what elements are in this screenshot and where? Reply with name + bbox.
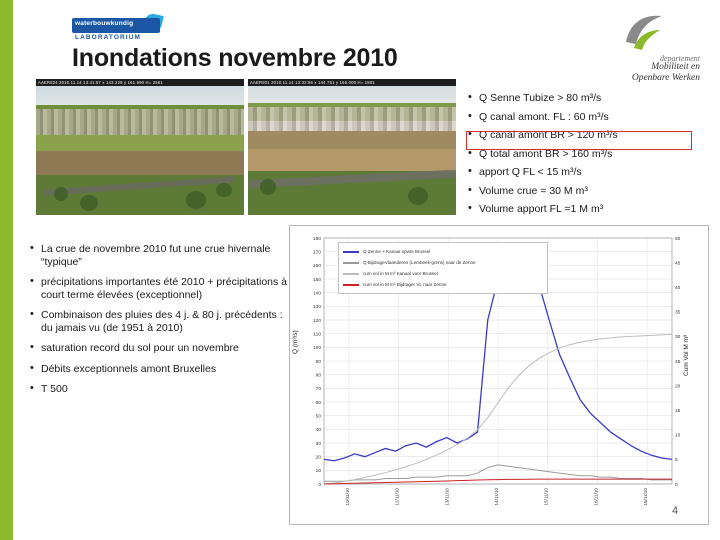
photo1-field-mid	[36, 135, 244, 151]
chart-legend	[338, 242, 548, 294]
vlaanderen-logo	[592, 14, 702, 83]
swoosh-icon	[624, 14, 668, 52]
list-item: • saturation record du sol pour un novembre	[28, 342, 288, 355]
svg-text:160: 160	[312, 264, 321, 270]
svg-text:10: 10	[675, 433, 681, 439]
photo1-tree	[216, 183, 232, 197]
svg-text:120: 120	[312, 318, 321, 324]
svg-text:170: 170	[312, 250, 321, 256]
svg-text:25: 25	[675, 359, 681, 365]
svg-text:13/11/10: 13/11/10	[444, 488, 450, 506]
list-item: • T 500	[28, 383, 288, 396]
logo-line2: LABORATORIUM	[75, 34, 142, 41]
list-item: • Volume crue = 30 M m³	[466, 185, 712, 197]
right-bullet-list	[466, 92, 712, 222]
list-item: • Q Senne Tubize > 80 m³/s	[466, 92, 712, 104]
list-item: • précipitations importantes été 2010 + précipitations à court terme élevées (exceptionnel)	[28, 276, 288, 301]
logo-mobiliteit-line1: Mobiliteit en	[651, 62, 700, 72]
slide-number: 4	[672, 505, 679, 517]
photo1-tree	[54, 187, 68, 201]
photo2-floodwater-2	[248, 149, 456, 171]
aerial-photo-1	[36, 79, 244, 215]
legend-item	[343, 257, 543, 268]
svg-text:40: 40	[315, 428, 321, 434]
svg-text:10/11/10: 10/11/10	[344, 488, 350, 506]
list-item: • Q canal amont. FL : 60 m³/s	[466, 111, 712, 123]
svg-text:40: 40	[675, 286, 681, 291]
highlight-rectangle	[466, 131, 692, 150]
svg-text:80: 80	[315, 373, 321, 379]
list-item: • La crue de novembre 2010 fut une crue hivernale “typique”	[28, 243, 288, 268]
legend-label: cum vol in M m³ Kanaal voor Brussel	[363, 271, 438, 276]
svg-text:15: 15	[675, 409, 681, 414]
chart-y-axis-label: Q (m³/s)	[292, 330, 299, 354]
photo1-tree	[186, 191, 206, 209]
list-item: • Débits exceptionnels amont Bruxelles	[28, 363, 288, 376]
svg-text:35: 35	[675, 310, 681, 316]
svg-text:50: 50	[675, 236, 681, 242]
svg-text:140: 140	[312, 291, 321, 297]
svg-text:20: 20	[315, 455, 321, 461]
svg-text:110: 110	[313, 332, 321, 338]
svg-text:50: 50	[315, 414, 321, 420]
svg-text:18/11/10: 18/11/10	[643, 488, 649, 506]
legend-item	[343, 268, 543, 279]
legend-item	[343, 279, 543, 290]
svg-text:0: 0	[318, 482, 321, 488]
svg-text:70: 70	[315, 387, 321, 393]
left-green-bar	[0, 0, 13, 540]
svg-text:30: 30	[315, 441, 321, 447]
left-bullet-list	[28, 243, 288, 404]
photo1-caption: AAER824 2010.11.14 13:41:57 x 143.229 y 161.590 H= 2561	[36, 79, 244, 86]
page-title: Inondations novembre 2010	[72, 44, 398, 72]
svg-text:45: 45	[675, 261, 681, 267]
list-item: • apport Q FL < 15 m³/s	[466, 166, 712, 178]
svg-text:10: 10	[315, 469, 321, 475]
list-item: • Volume apport FL =1 M m³	[466, 203, 712, 215]
svg-text:5: 5	[675, 458, 678, 464]
svg-text:30: 30	[675, 335, 681, 341]
legend-item	[343, 246, 543, 257]
photo2-town	[248, 107, 456, 133]
aerial-photo-2	[248, 79, 456, 215]
logo-mobiliteit	[592, 62, 700, 84]
list-item: • Combinaison des pluies des 4 j. & 80 j. précédents : du jamais vu (de 1951 à 2010)	[28, 309, 288, 334]
svg-text:100: 100	[312, 346, 321, 352]
hydrograph-chart	[289, 225, 709, 525]
photo2-tree	[260, 179, 276, 195]
photo1-floodwater	[36, 151, 244, 175]
svg-text:12/11/10: 12/11/10	[394, 488, 400, 506]
waterbouwkundig-laboratorium-logo	[72, 18, 160, 44]
svg-text:60: 60	[315, 400, 321, 406]
svg-text:0: 0	[675, 482, 678, 488]
svg-text:90: 90	[315, 359, 321, 365]
legend-label: Q Zenne + Kanaal opwts Brussel	[363, 249, 431, 254]
logo-line1: waterbouwkundig	[75, 20, 134, 27]
legend-swatch	[343, 273, 359, 275]
svg-text:20: 20	[675, 384, 681, 390]
svg-text:14/11/10: 14/11/10	[494, 488, 499, 506]
list-item: • Q canal amont BR > 120 m³/s	[466, 129, 712, 141]
photo2-caption: AAER801 2010.11.14 13:32:56 x 144.751 y 166.000 H= 1801	[248, 79, 456, 86]
photo2-tree	[408, 187, 428, 205]
photo1-tree	[80, 195, 98, 211]
legend-swatch	[343, 262, 359, 264]
logo-mobiliteit-line2: Openbare Werken	[631, 73, 700, 83]
svg-text:16/11/10: 16/11/10	[593, 488, 599, 506]
svg-text:180: 180	[312, 236, 321, 242]
svg-text:150: 150	[312, 277, 321, 283]
legend-swatch	[343, 284, 359, 286]
svg-text:15/11/10: 15/11/10	[543, 488, 549, 506]
svg-text:130: 130	[312, 305, 321, 311]
legend-label: cum vol in M m³ Bijdrager VL naar Zenne	[363, 282, 447, 287]
chart-y2-axis-label: Cum Vol M m³	[682, 334, 690, 376]
logo-department: departement	[660, 54, 700, 63]
legend-swatch	[343, 251, 359, 253]
list-item: • Q total amont BR > 160 m³/s	[466, 148, 712, 160]
legend-label: Q BijdrageVlaanderen (Lembeek-grens) naar de Zenne	[363, 260, 476, 265]
